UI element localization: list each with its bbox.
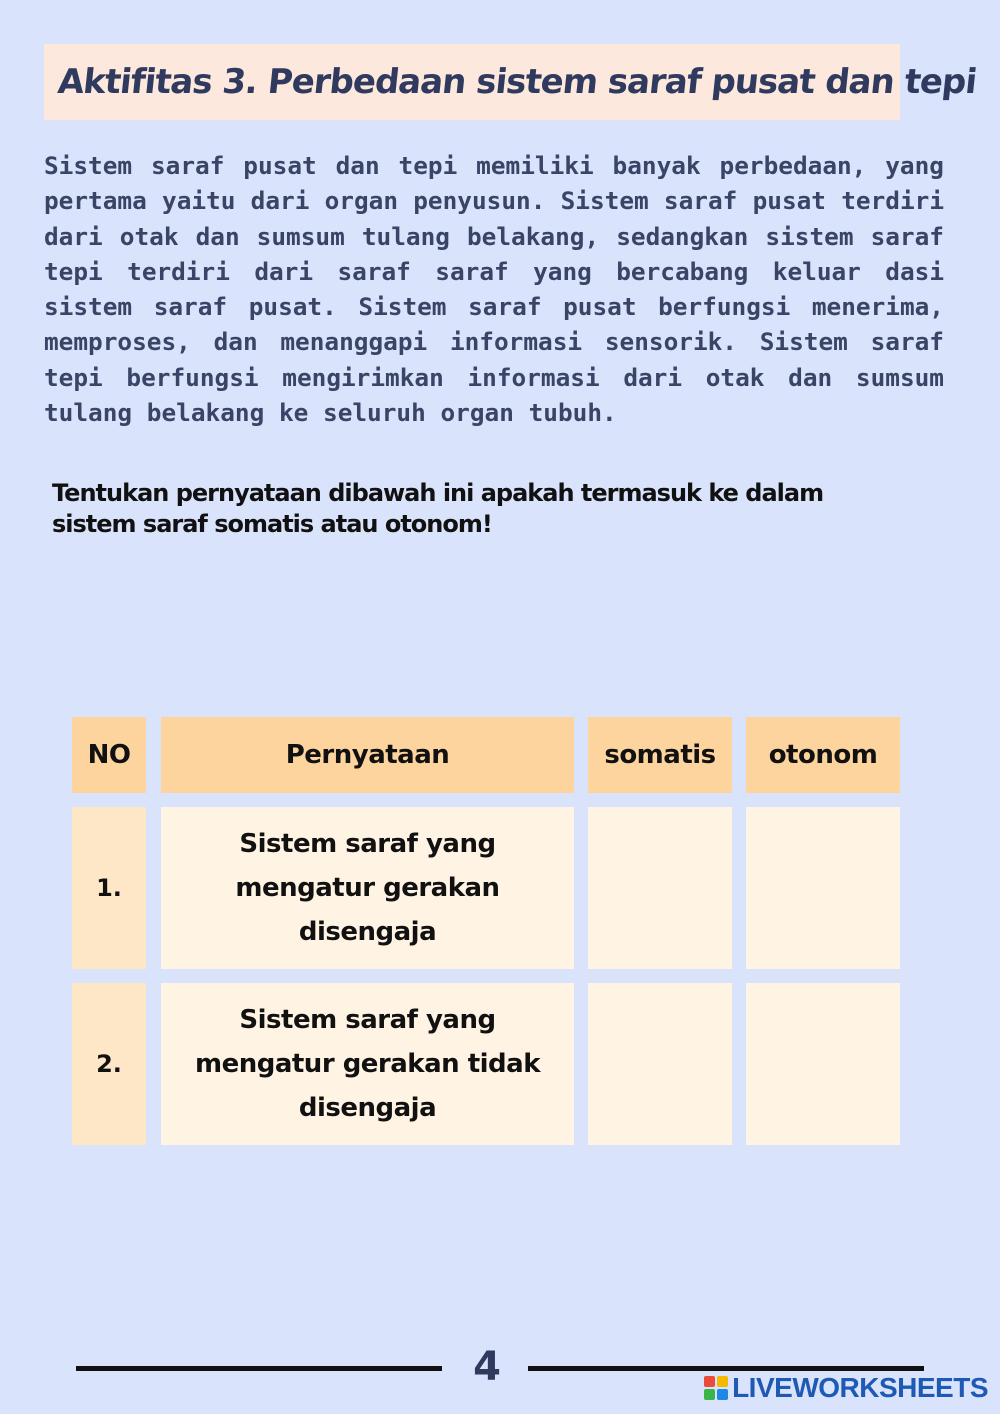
intro-paragraph: Sistem saraf pusat dan tepi memiliki banyak perbedaan, yang pertama yaitu dari organ penyusun. Sistem saraf pusat terdiri dari otak dan sumsum tulang belakang, sedangkan sistem saraf tepi terdiri dari saraf saraf yang bercabang keluar dasi sistem saraf pusat. Sistem saraf pusat berfungsi menerima, memproses, dan menanggapi informasi sensorik. Sistem saraf tepi berfungsi mengirimkan informasi dari otak dan sumsum tulang belakang ke seluruh organ tubuh.: [44, 151, 944, 428]
header-no: NO: [72, 717, 146, 793]
instruction-line-2: sistem saraf somatis atau otonom!: [52, 510, 492, 538]
row-1-somatic-answer-box[interactable]: [588, 807, 732, 969]
header-autonomic: otonom: [746, 717, 900, 793]
instruction: [52, 478, 852, 540]
brand-logo-icon: [704, 1376, 728, 1400]
title-box: [44, 44, 979, 120]
header-statement: Pernyataan: [161, 717, 574, 793]
row-2-somatic-answer-box[interactable]: [588, 983, 732, 1145]
instruction-line-1: Tentukan pernyataan dibawah ini apakah termasuk ke dalam: [52, 479, 824, 507]
row-2-statement: Sistem saraf yang mengatur gerakan tidak disengaja: [161, 983, 574, 1145]
brand-watermark: [704, 1372, 988, 1404]
row-1-autonomic-answer-box[interactable]: [746, 807, 900, 969]
row-1-statement: Sistem saraf yang mengatur gerakan disengaja: [161, 807, 574, 969]
row-2-number: 2.: [72, 983, 146, 1145]
header-somatic: somatis: [588, 717, 732, 793]
footer-rule-right: [528, 1366, 924, 1371]
row-1-number: 1.: [72, 807, 146, 969]
page-number: 4: [473, 1344, 501, 1390]
page-title: Aktifitas 3. Perbedaan sistem saraf pusat dan tepi: [55, 62, 979, 102]
row-2-autonomic-answer-box[interactable]: [746, 983, 900, 1145]
footer-rule-left: [76, 1366, 442, 1371]
brand-name: LIVEWORKSHEETS: [732, 1372, 988, 1403]
